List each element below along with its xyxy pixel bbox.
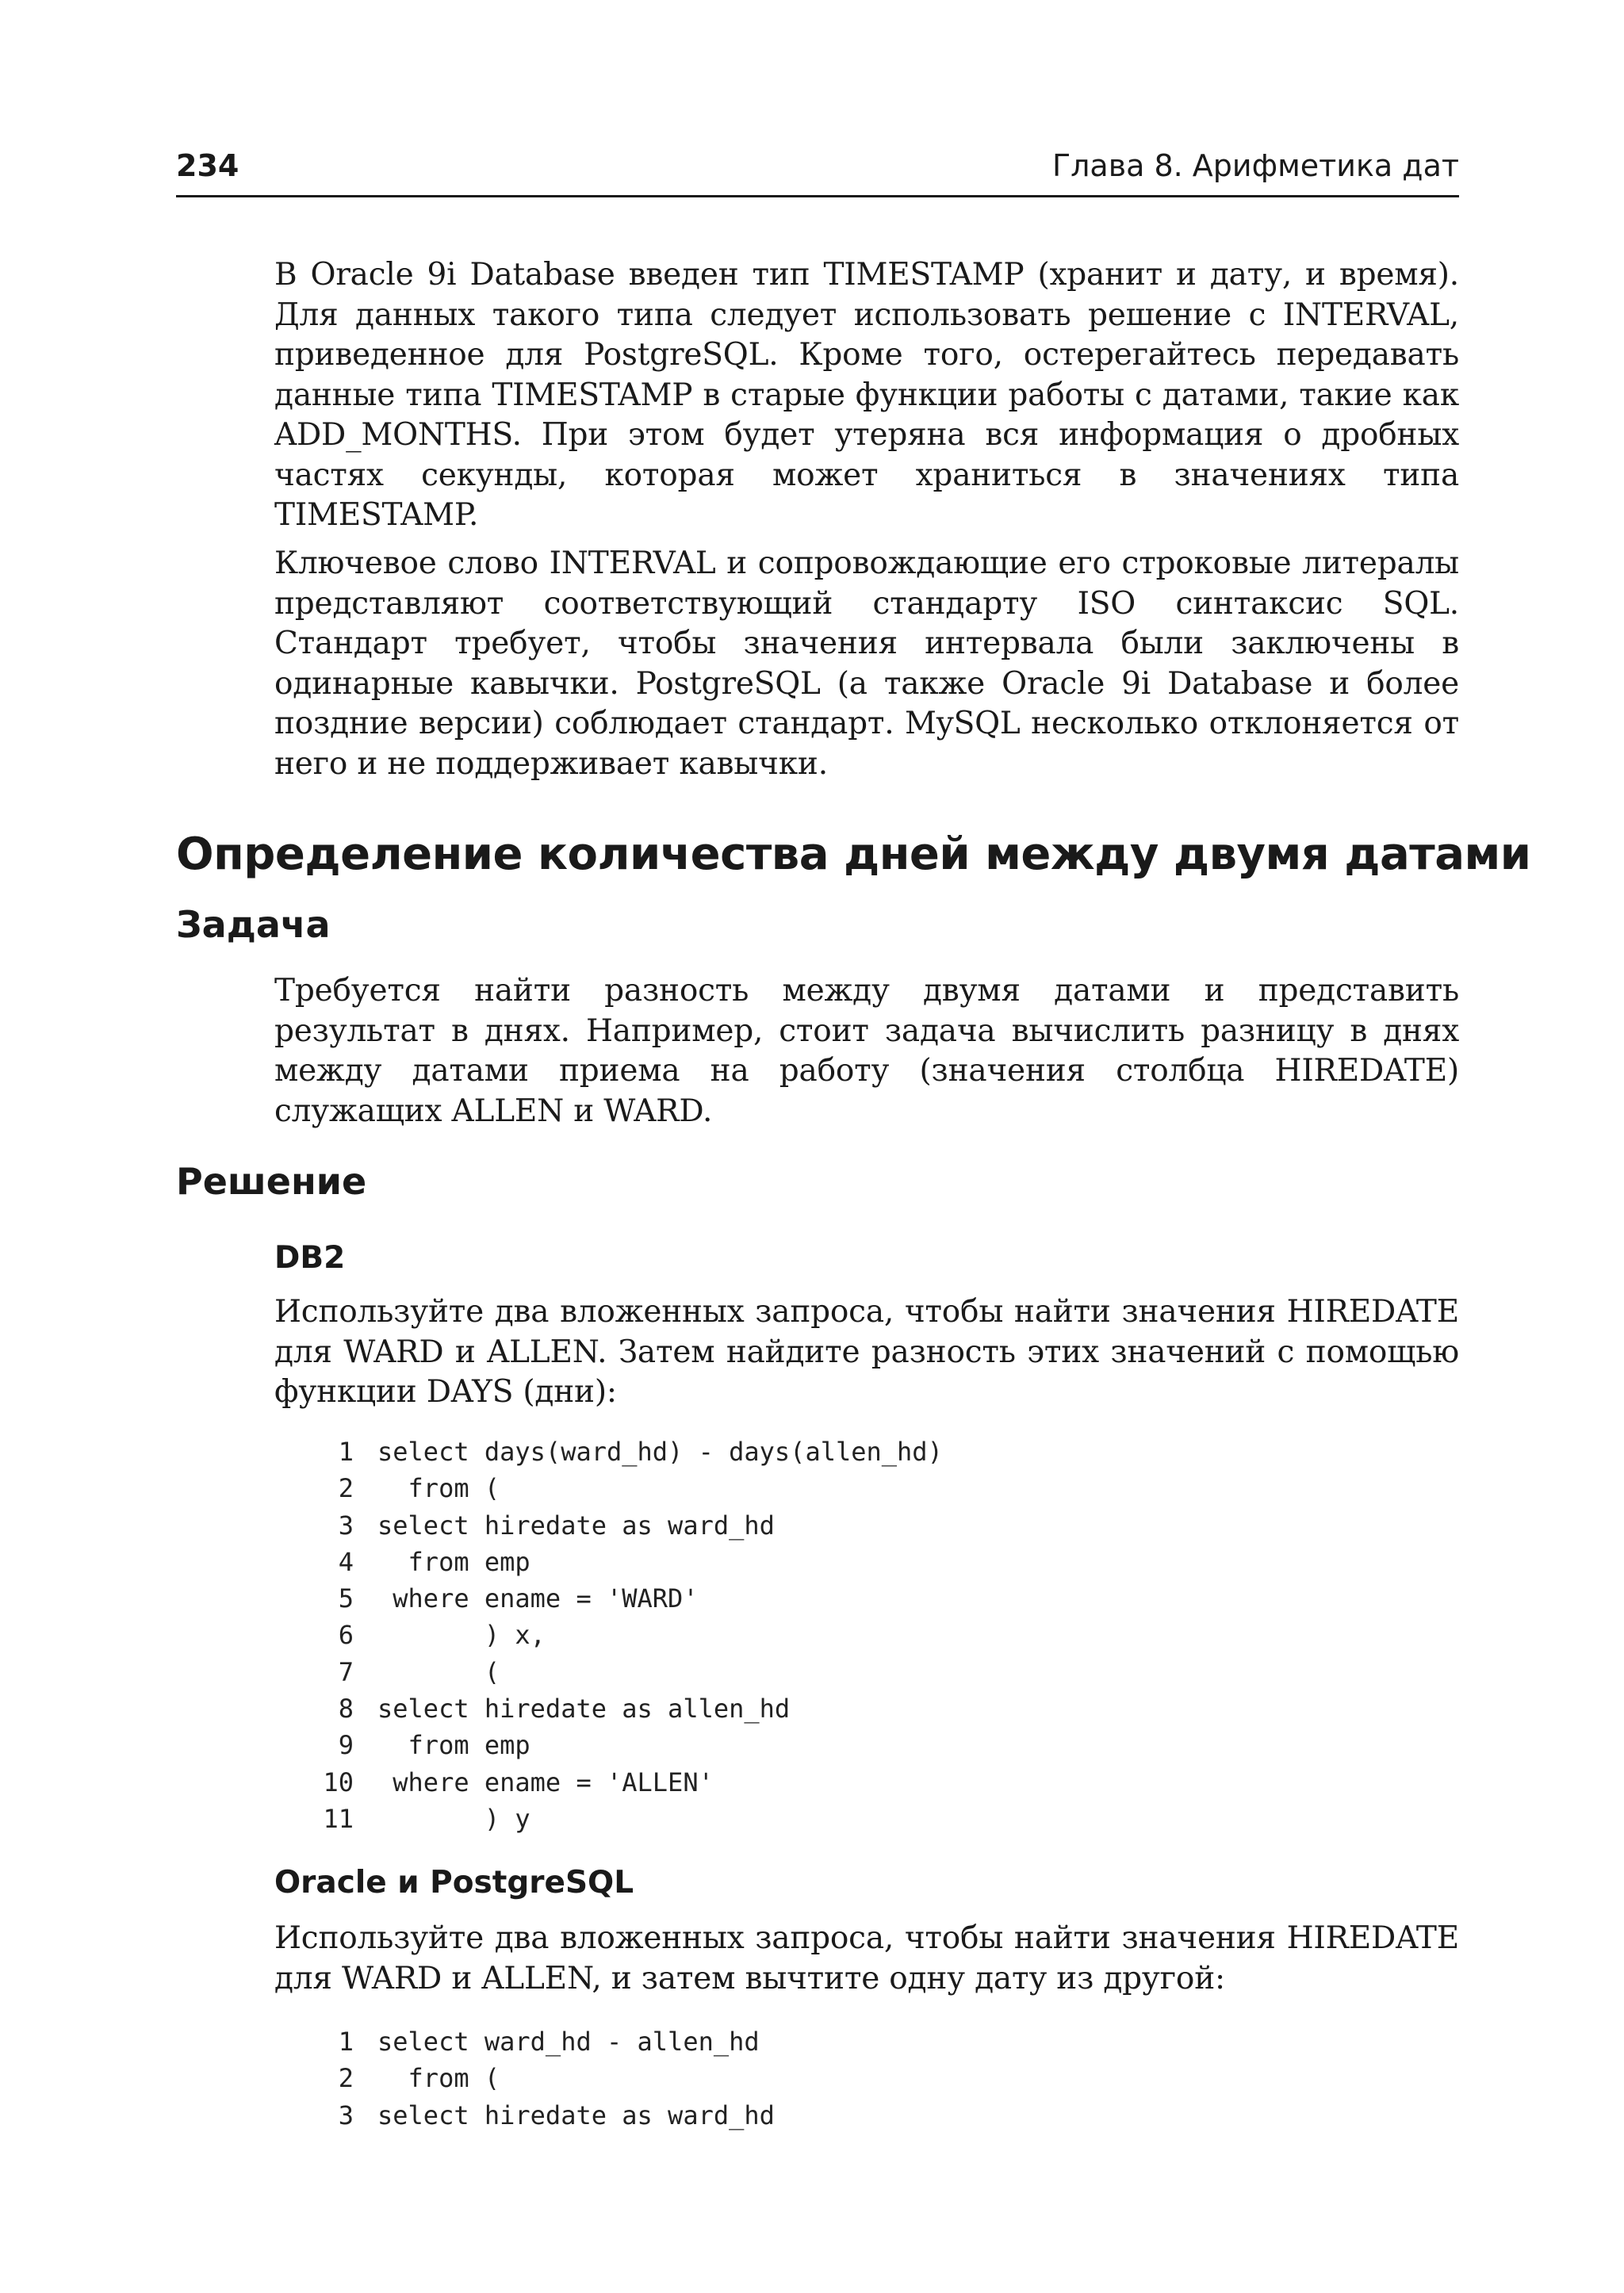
solution-heading: Решение (176, 1160, 367, 1203)
line-number: 3 (338, 1510, 354, 1541)
code-line (314, 1764, 943, 1801)
code-text: from ( (377, 1473, 500, 1504)
code-line (314, 1690, 943, 1727)
line-number: 3 (338, 2100, 354, 2130)
code-text: where ename = 'WARD' (377, 1583, 699, 1614)
code-line (314, 1507, 943, 1544)
intro-paragraph-1: В Oracle 9i Database введен тип TIMESTAMP (хранит и дату, и время). Для данных такого типа следует использовать решение с INTERVAL, приведенное для PostgreSQL. Кроме того, остерегайтесь передавать данные типа TIMESTAMP в старые функции работы с датами, такие как ADD_MONTHS. При этом будет утеряна вся информация о дробных частях секунды, которая может храниться в значениях типа TIMESTAMP. (274, 257, 1459, 533)
chapter-title: Глава 8. Арифметика дат (1051, 148, 1459, 183)
task-paragraph: Требуется найти разность между двумя датами и представить результат в днях. Например, стоит задача вычислить разницу в днях между датами приема на работу (значения столбца HIREDATE) служащих ALLEN и WARD. (274, 973, 1459, 1129)
task-heading: Задача (176, 903, 331, 946)
code-text: select days(ward_hd) - days(allen_hd) (377, 1437, 943, 1467)
code-text: select ward_hd - allen_hd (377, 2027, 760, 2057)
oracle-postgresql-code-listing (314, 2023, 775, 2134)
code-text: from emp (377, 1730, 530, 1761)
code-line (314, 1544, 943, 1580)
code-line (314, 1654, 943, 1690)
line-number: 9 (338, 1730, 354, 1761)
code-line (314, 1727, 943, 1763)
code-text: ) y (377, 1803, 530, 1834)
code-text: ) x, (377, 1620, 546, 1651)
line-number: 1 (338, 2027, 354, 2057)
line-number: 2 (338, 2063, 354, 2094)
code-line (314, 1801, 943, 1837)
line-number: 4 (338, 1546, 354, 1577)
code-line (314, 2023, 775, 2060)
code-line (314, 2097, 775, 2134)
line-number: 8 (338, 1694, 354, 1725)
oracle-postgresql-paragraph: Используйте два вложенных запроса, чтобы найти значения HIREDATE для WARD и ALLEN, и затем вычтите одну дату из другой: (274, 1920, 1459, 1996)
line-number: 11 (323, 1803, 354, 1834)
line-number: 2 (338, 1473, 354, 1504)
section-title: Определение количества дней между двумя датами (176, 829, 1531, 880)
code-line (314, 1434, 943, 1470)
code-text: from ( (377, 2063, 500, 2094)
code-text: where ename = 'ALLEN' (377, 1767, 714, 1797)
oracle-postgresql-heading: Oracle и PostgreSQL (274, 1865, 634, 1901)
code-text: ( (377, 1656, 500, 1687)
db2-paragraph: Используйте два вложенных запроса, чтобы найти значения HIREDATE для WARD и ALLEN. Затем найдите разность этих значений с помощью функции DAYS (дни): (274, 1294, 1459, 1410)
code-line (314, 2060, 775, 2096)
db2-code-listing (314, 1434, 943, 1837)
page-number: 234 (176, 148, 239, 183)
code-text: select hiredate as ward_hd (377, 1510, 775, 1541)
line-number: 1 (338, 1437, 354, 1467)
line-number: 5 (338, 1583, 354, 1614)
db2-heading: DB2 (274, 1240, 346, 1276)
line-number: 7 (338, 1656, 354, 1687)
code-line (314, 1470, 943, 1506)
line-number: 6 (338, 1620, 354, 1651)
code-text: select hiredate as allen_hd (377, 1694, 791, 1725)
code-line (314, 1580, 943, 1617)
code-line (314, 1617, 943, 1653)
line-number: 10 (323, 1767, 354, 1797)
intro-paragraph-2: Ключевое слово INTERVAL и сопровождающие его строковые литералы представляют соответствующий стандарту ISO синтаксис SQL. Стандарт требует, чтобы значения интервала были заключены в одинарные кавычки. PostgreSQL (а также Oracle 9i Database и более поздние версии) соблюдает стандарт. MySQL несколько отклоняется от него и не поддерживает кавычки. (274, 545, 1459, 782)
code-text: from emp (377, 1546, 530, 1577)
code-text: select hiredate as ward_hd (377, 2100, 775, 2130)
running-head (176, 147, 1459, 197)
